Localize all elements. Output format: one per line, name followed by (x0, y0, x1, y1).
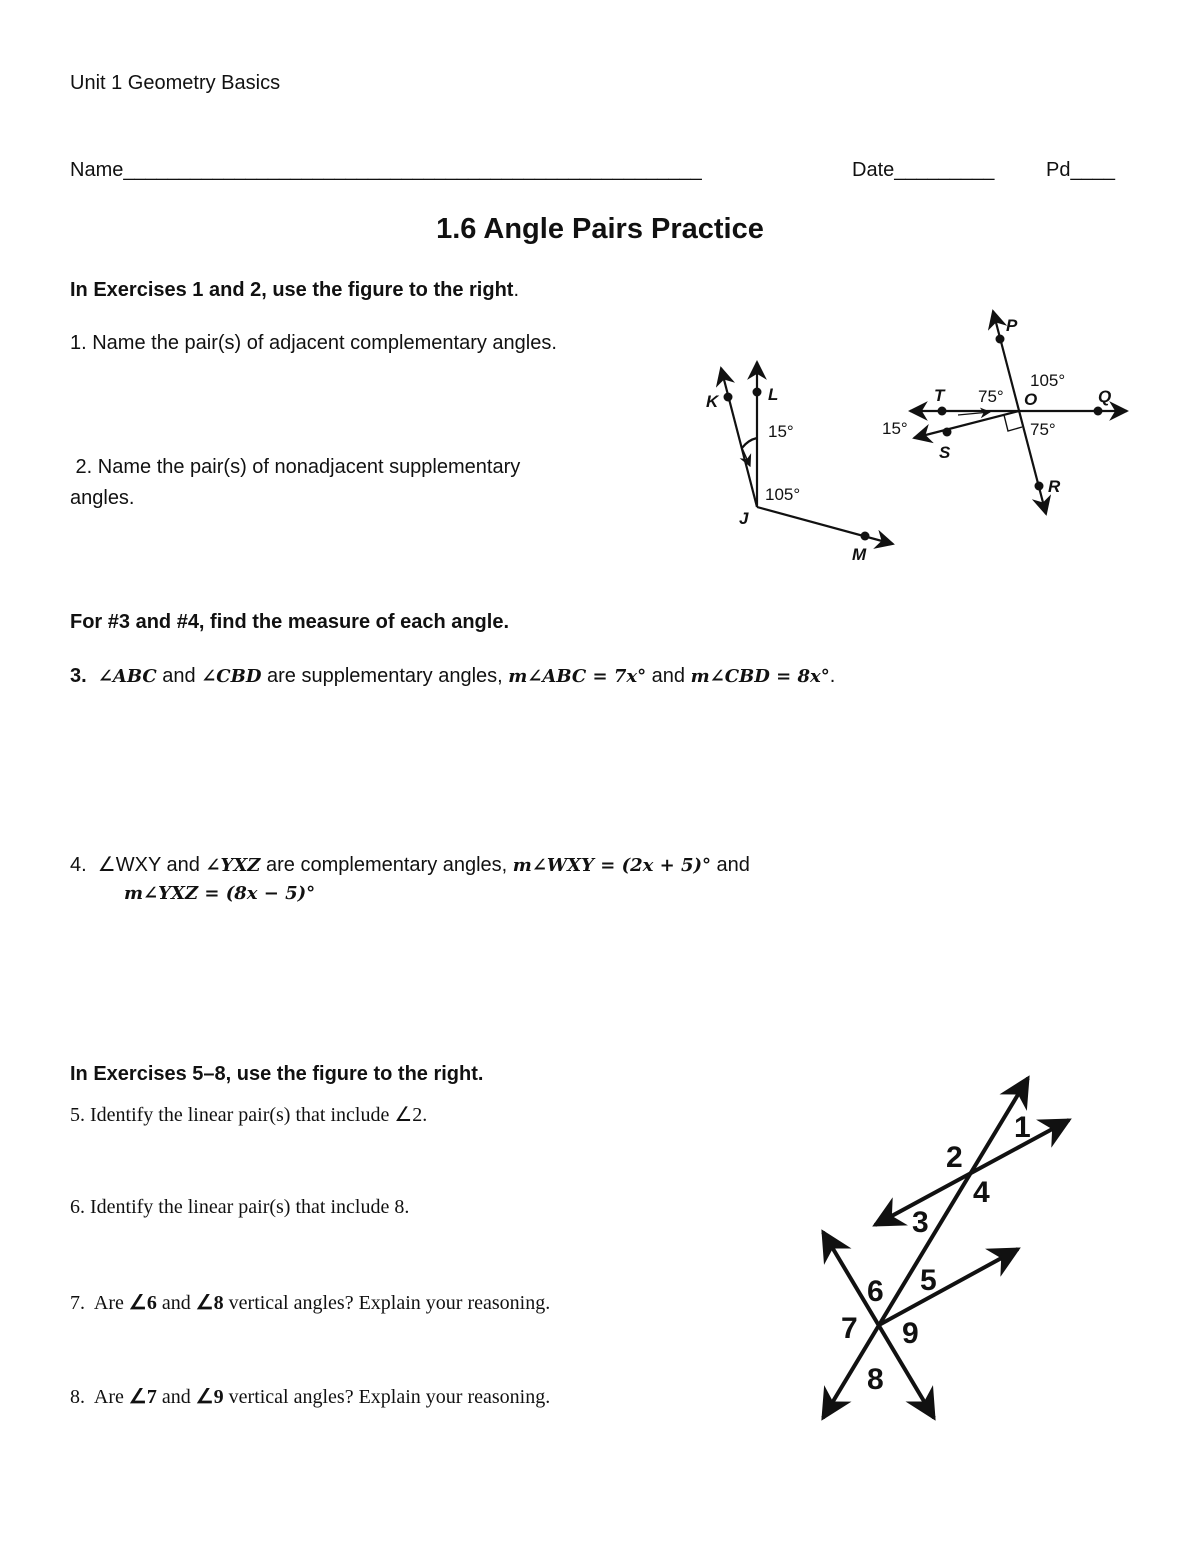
q3-and-2: and (646, 665, 691, 687)
question-4 (70, 852, 750, 877)
question-1: 1. Name the pair(s) of adjacent complementary angles. (70, 332, 557, 354)
q4-and-2: and (711, 854, 750, 876)
q8-post: vertical angles? Explain your reasoning. (223, 1386, 551, 1408)
q3-and: and (156, 665, 202, 687)
question-5: 5. Identify the linear pair(s) that include ∠2. (70, 1104, 428, 1126)
question-8 (70, 1384, 550, 1409)
angle-105-label: 105° (765, 485, 801, 504)
point-t (938, 407, 947, 416)
angle-75-top-label: 75° (978, 387, 1004, 406)
line-pr (993, 311, 1046, 514)
label-s: S (939, 443, 951, 462)
q3-expr-cbd: m∠CBD = 8x° (690, 666, 830, 687)
label-o: O (1024, 390, 1038, 409)
point-q (1094, 407, 1103, 416)
section3-heading: In Exercises 5–8, use the figure to the right. (70, 1063, 484, 1085)
label-p: P (1006, 316, 1018, 335)
q4-text: are complementary angles, (260, 854, 513, 876)
q3-angle-abc: ∠ABC (97, 666, 157, 687)
angle-15-label: 15° (768, 422, 794, 441)
q4-angle-yxz: ∠YXZ (205, 855, 261, 876)
label-q: Q (1098, 387, 1112, 406)
label-8: 8 (867, 1363, 884, 1396)
q7-post: vertical angles? Explain your reasoning. (223, 1292, 551, 1314)
section1-heading-text: In Exercises 1 and 2, use the figure to the right (70, 279, 514, 301)
label-4: 4 (973, 1176, 990, 1209)
q8-angle-7: ∠7 (128, 1386, 157, 1408)
page-title: 1.6 Angle Pairs Practice (436, 213, 764, 245)
point-k (724, 393, 733, 402)
line-lower-ray (879, 1249, 1018, 1325)
question-2-line2: angles. (70, 487, 135, 509)
q7-angle-8: ∠8 (195, 1292, 224, 1314)
line-upper (875, 1120, 1069, 1225)
label-k: K (706, 392, 719, 411)
q7-angle-6: ∠6 (128, 1292, 157, 1314)
ray-jk (721, 368, 757, 507)
q4-angle-wxy: ∠WXY (97, 854, 161, 876)
point-l (753, 388, 762, 397)
label-j: J (739, 509, 749, 528)
label-l: L (768, 385, 779, 404)
question-6: 6. Identify the linear pair(s) that include 8. (70, 1196, 410, 1218)
ray-os (914, 411, 1019, 438)
section2-heading: For #3 and #4, find the measure of each angle. (70, 611, 510, 633)
label-m: M (852, 545, 867, 564)
q7-mid: and (156, 1292, 196, 1314)
label-9: 9 (902, 1317, 919, 1350)
angle-arc-15 (742, 438, 757, 448)
point-m (861, 532, 870, 541)
line-cross (823, 1232, 934, 1418)
q3-expr-abc: m∠ABC = 7x° (508, 666, 647, 687)
name-field[interactable]: Name____________________________________________________ (70, 159, 702, 181)
label-2: 2 (946, 1141, 963, 1174)
angle-15-s-label: 15° (882, 419, 908, 438)
point-s (943, 428, 952, 437)
right-angle-mark (1004, 415, 1022, 431)
q8-pre: 8. Are (70, 1386, 129, 1408)
label-1: 1 (1014, 1111, 1031, 1144)
label-3: 3 (912, 1206, 929, 1239)
date-field[interactable]: Date_________ (852, 159, 995, 181)
angle-105-o-label: 105° (1030, 371, 1066, 390)
period-field[interactable]: Pd____ (1046, 159, 1115, 181)
question-3 (70, 665, 835, 688)
angle-75-bottom-label: 75° (1030, 420, 1056, 439)
point-p (996, 335, 1005, 344)
q4-and: and (160, 854, 206, 876)
q4-expr-yxz: m∠YXZ = (8x − 5)° (124, 883, 316, 904)
question-7 (70, 1290, 550, 1315)
label-t: T (934, 386, 945, 405)
q4-expr-wxy: m∠WXY = (2x + 5)° (512, 855, 711, 876)
unit-label: Unit 1 Geometry Basics (70, 72, 281, 94)
q8-angle-9: ∠9 (195, 1386, 224, 1408)
q3-text: are supplementary angles, (261, 665, 509, 687)
section1-heading-period: . (513, 279, 520, 301)
section1-heading (70, 279, 519, 302)
q3-number: 3. (70, 665, 87, 687)
question-2-line1: 2. Name the pair(s) of nonadjacent supplementary (70, 456, 521, 478)
line-long-diagonal (823, 1078, 1028, 1418)
label-6: 6 (867, 1275, 884, 1308)
q3-end: . (829, 665, 836, 687)
q3-angle-cbd: ∠CBD (201, 666, 262, 687)
q8-mid: and (156, 1386, 196, 1408)
point-r (1035, 482, 1044, 491)
q7-pre: 7. Are (70, 1292, 129, 1314)
label-7: 7 (841, 1312, 858, 1345)
label-5: 5 (920, 1264, 937, 1297)
ray-jm (757, 507, 893, 544)
q4-number: 4. (70, 854, 98, 876)
label-r: R (1048, 477, 1061, 496)
